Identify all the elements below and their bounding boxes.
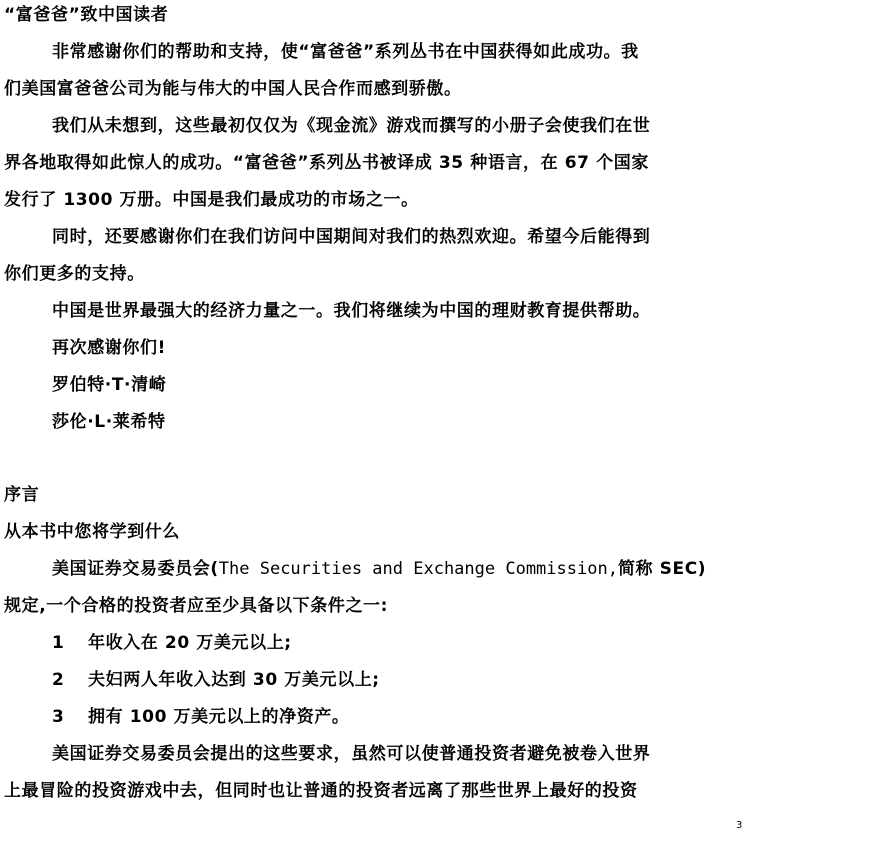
letter-paragraph-1-line-2: 们美国富爸爸公司为能与伟大的中国人民合作而感到骄傲。 bbox=[4, 79, 462, 99]
list-item bbox=[52, 706, 870, 728]
list-item bbox=[52, 632, 870, 654]
intro-suffix: 简称 SEC) bbox=[617, 559, 707, 579]
preface-intro-line-2: 规定,一个合格的投资者应至少具备以下条件之一: bbox=[4, 596, 389, 616]
list-item-number: 1 bbox=[52, 633, 65, 653]
letter-paragraph-4-line-1: 中国是世界最强大的经济力量之一。我们将继续为中国的理财教育提供帮助。 bbox=[52, 301, 651, 321]
letter-paragraph-2-line-3: 发行了 1300 万册。中国是我们最成功的市场之一。 bbox=[4, 190, 419, 210]
letter-title: “富爸爸”致中国读者 bbox=[4, 5, 169, 25]
preface-heading: 序言 bbox=[4, 485, 40, 505]
letter-paragraph-2-line-1: 我们从未想到，这些最初仅仅为《现金流》游戏而撰写的小册子会使我们在世 bbox=[52, 116, 651, 136]
list-item-text: 夫妇两人年收入达到 30 万美元以上; bbox=[88, 670, 380, 690]
intro-prefix: 美国证券交易委员会( bbox=[52, 559, 219, 579]
list-item bbox=[52, 669, 870, 691]
letter-paragraph-1-line-1: 非常感谢你们的帮助和支持，使“富爸爸”系列丛书在中国获得如此成功。我 bbox=[52, 42, 639, 62]
list-item-number: 2 bbox=[52, 670, 65, 690]
preface-closing-line-2: 上最冒险的投资游戏中去，但同时也让普通的投资者远离了那些世界上最好的投资 bbox=[4, 781, 638, 801]
letter-paragraph-3-line-2: 你们更多的支持。 bbox=[4, 264, 145, 284]
preface-intro-line-1 bbox=[52, 558, 870, 580]
letter-paragraph-5-line-1: 再次感谢你们! bbox=[52, 338, 166, 358]
preface-subheading: 从本书中您将学到什么 bbox=[4, 522, 180, 542]
list-item-text: 年收入在 20 万美元以上; bbox=[88, 633, 292, 653]
page-number: 3 bbox=[736, 820, 743, 831]
signature-sharon: 莎伦·L·莱希特 bbox=[52, 412, 166, 432]
preface-closing-line-1: 美国证券交易委员会提出的这些要求，虽然可以使普通投资者避免被卷入世界 bbox=[52, 744, 651, 764]
list-item-text: 拥有 100 万美元以上的净资产。 bbox=[88, 707, 350, 727]
letter-paragraph-2-line-2: 界各地取得如此惊人的成功。“富爸爸”系列丛书被译成 35 种语言，在 67 个国家 bbox=[4, 153, 649, 173]
intro-english-name: The Securities and Exchange Commission, bbox=[218, 559, 618, 579]
signature-robert: 罗伯特·T·清崎 bbox=[52, 375, 167, 395]
letter-paragraph-3-line-1: 同时，还要感谢你们在我们访问中国期间对我们的热烈欢迎。希望今后能得到 bbox=[52, 227, 651, 247]
list-item-number: 3 bbox=[52, 707, 65, 727]
